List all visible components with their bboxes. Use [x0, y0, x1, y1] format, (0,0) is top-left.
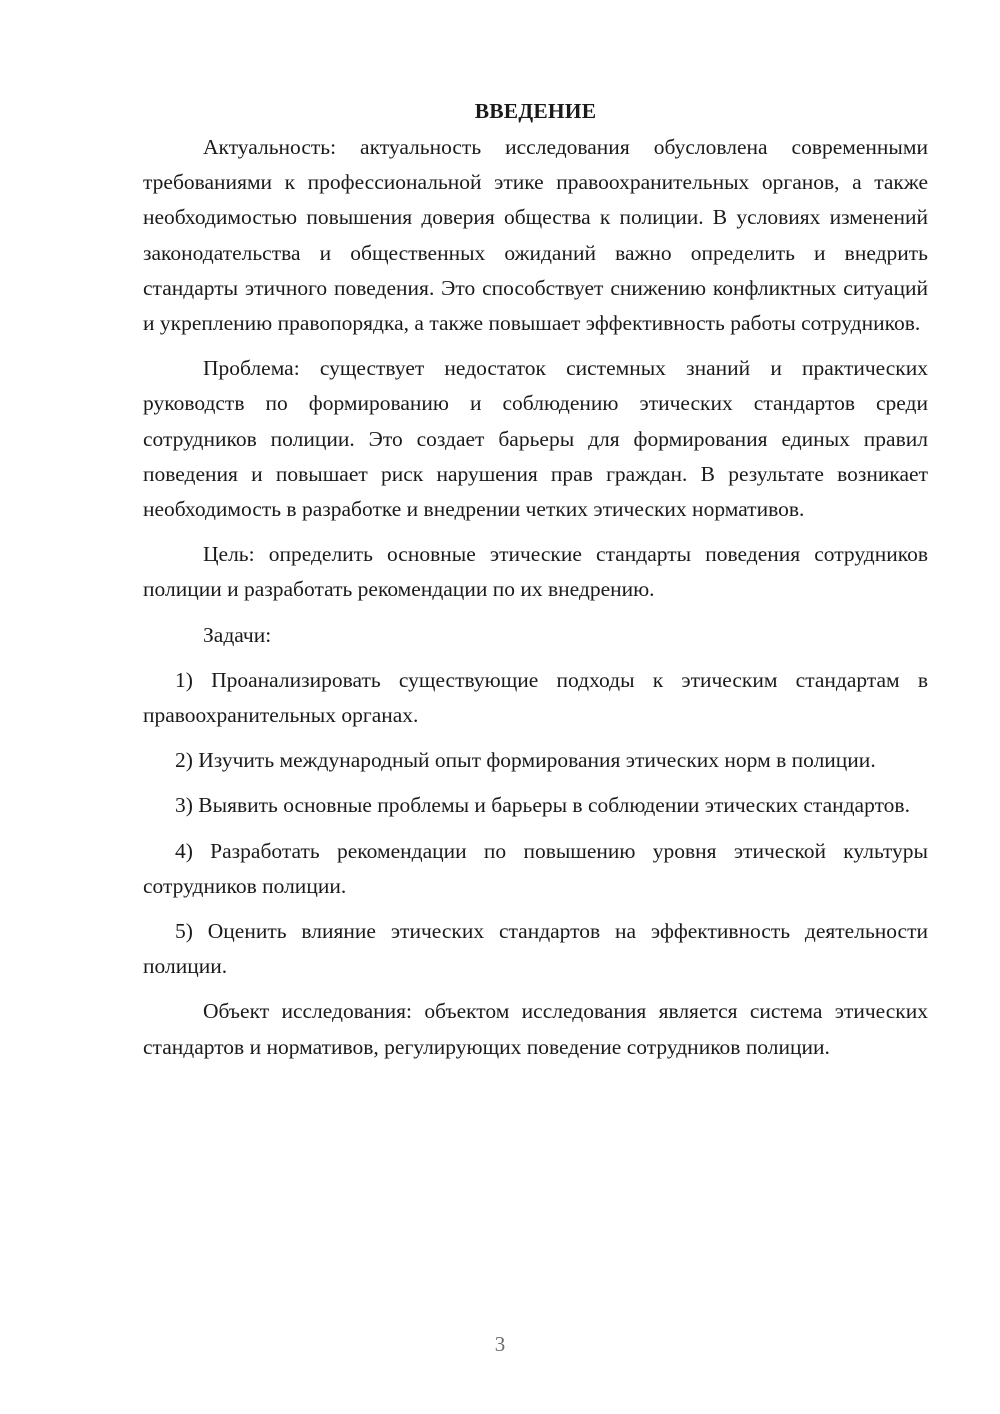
task-item-1: 1) Проанализировать существующие подходы к этическим стандартам в правоохранительных органах.	[143, 667, 928, 728]
task-item-4: 4) Разработать рекомендации по повышению уровня этической культуры сотрудников полиции.	[143, 838, 928, 898]
task-item-3: 3) Выявить основные проблемы и барьеры в соблюдении этических стандартов.	[175, 793, 910, 818]
task-item-5: 5) Оценить влияние этических стандартов на эффективность деятельности полиции.	[143, 919, 928, 979]
relevance-paragraph: Актуальность: актуальность исследования обусловлена современными требованиями к профессиональной этике правоохранительных органов, а также необходимостью повышения доверия общества к полиции. В условиях изменений законодательства и общественных ожиданий важно определить и внедрить стандарты этичного поведения. Это способствует снижению конфликтных ситуаций и укреплению правопорядка, а также повышает эффективность работы сотрудников.	[143, 135, 928, 336]
page-title: ВВЕДЕНИЕ	[474, 99, 597, 123]
object-paragraph: Объект исследования: объектом исследования является система этических стандартов и нормативов, регулирующих поведение сотрудников полиции.	[143, 999, 928, 1059]
document-page	[143, 94, 928, 1075]
task-item-2: 2) Изучить международный опыт формирования этических норм в полиции.	[175, 748, 876, 773]
problem-paragraph: Проблема: существует недостаток системных знаний и практических руководств по формированию и соблюдению этических стандартов среди сотрудников полиции. Это создает барьеры для формирования единых правил поведения и повышает риск нарушения прав граждан. В результате возникает необходимость в разработке и внедрении четких этических нормативов.	[143, 356, 928, 522]
page-number: 3	[494, 1332, 506, 1356]
goal-paragraph: Цель: определить основные этические стандарты поведения сотрудников полиции и разработать рекомендации по их внедрению.	[143, 542, 928, 602]
tasks-label: Задачи:	[203, 622, 272, 647]
